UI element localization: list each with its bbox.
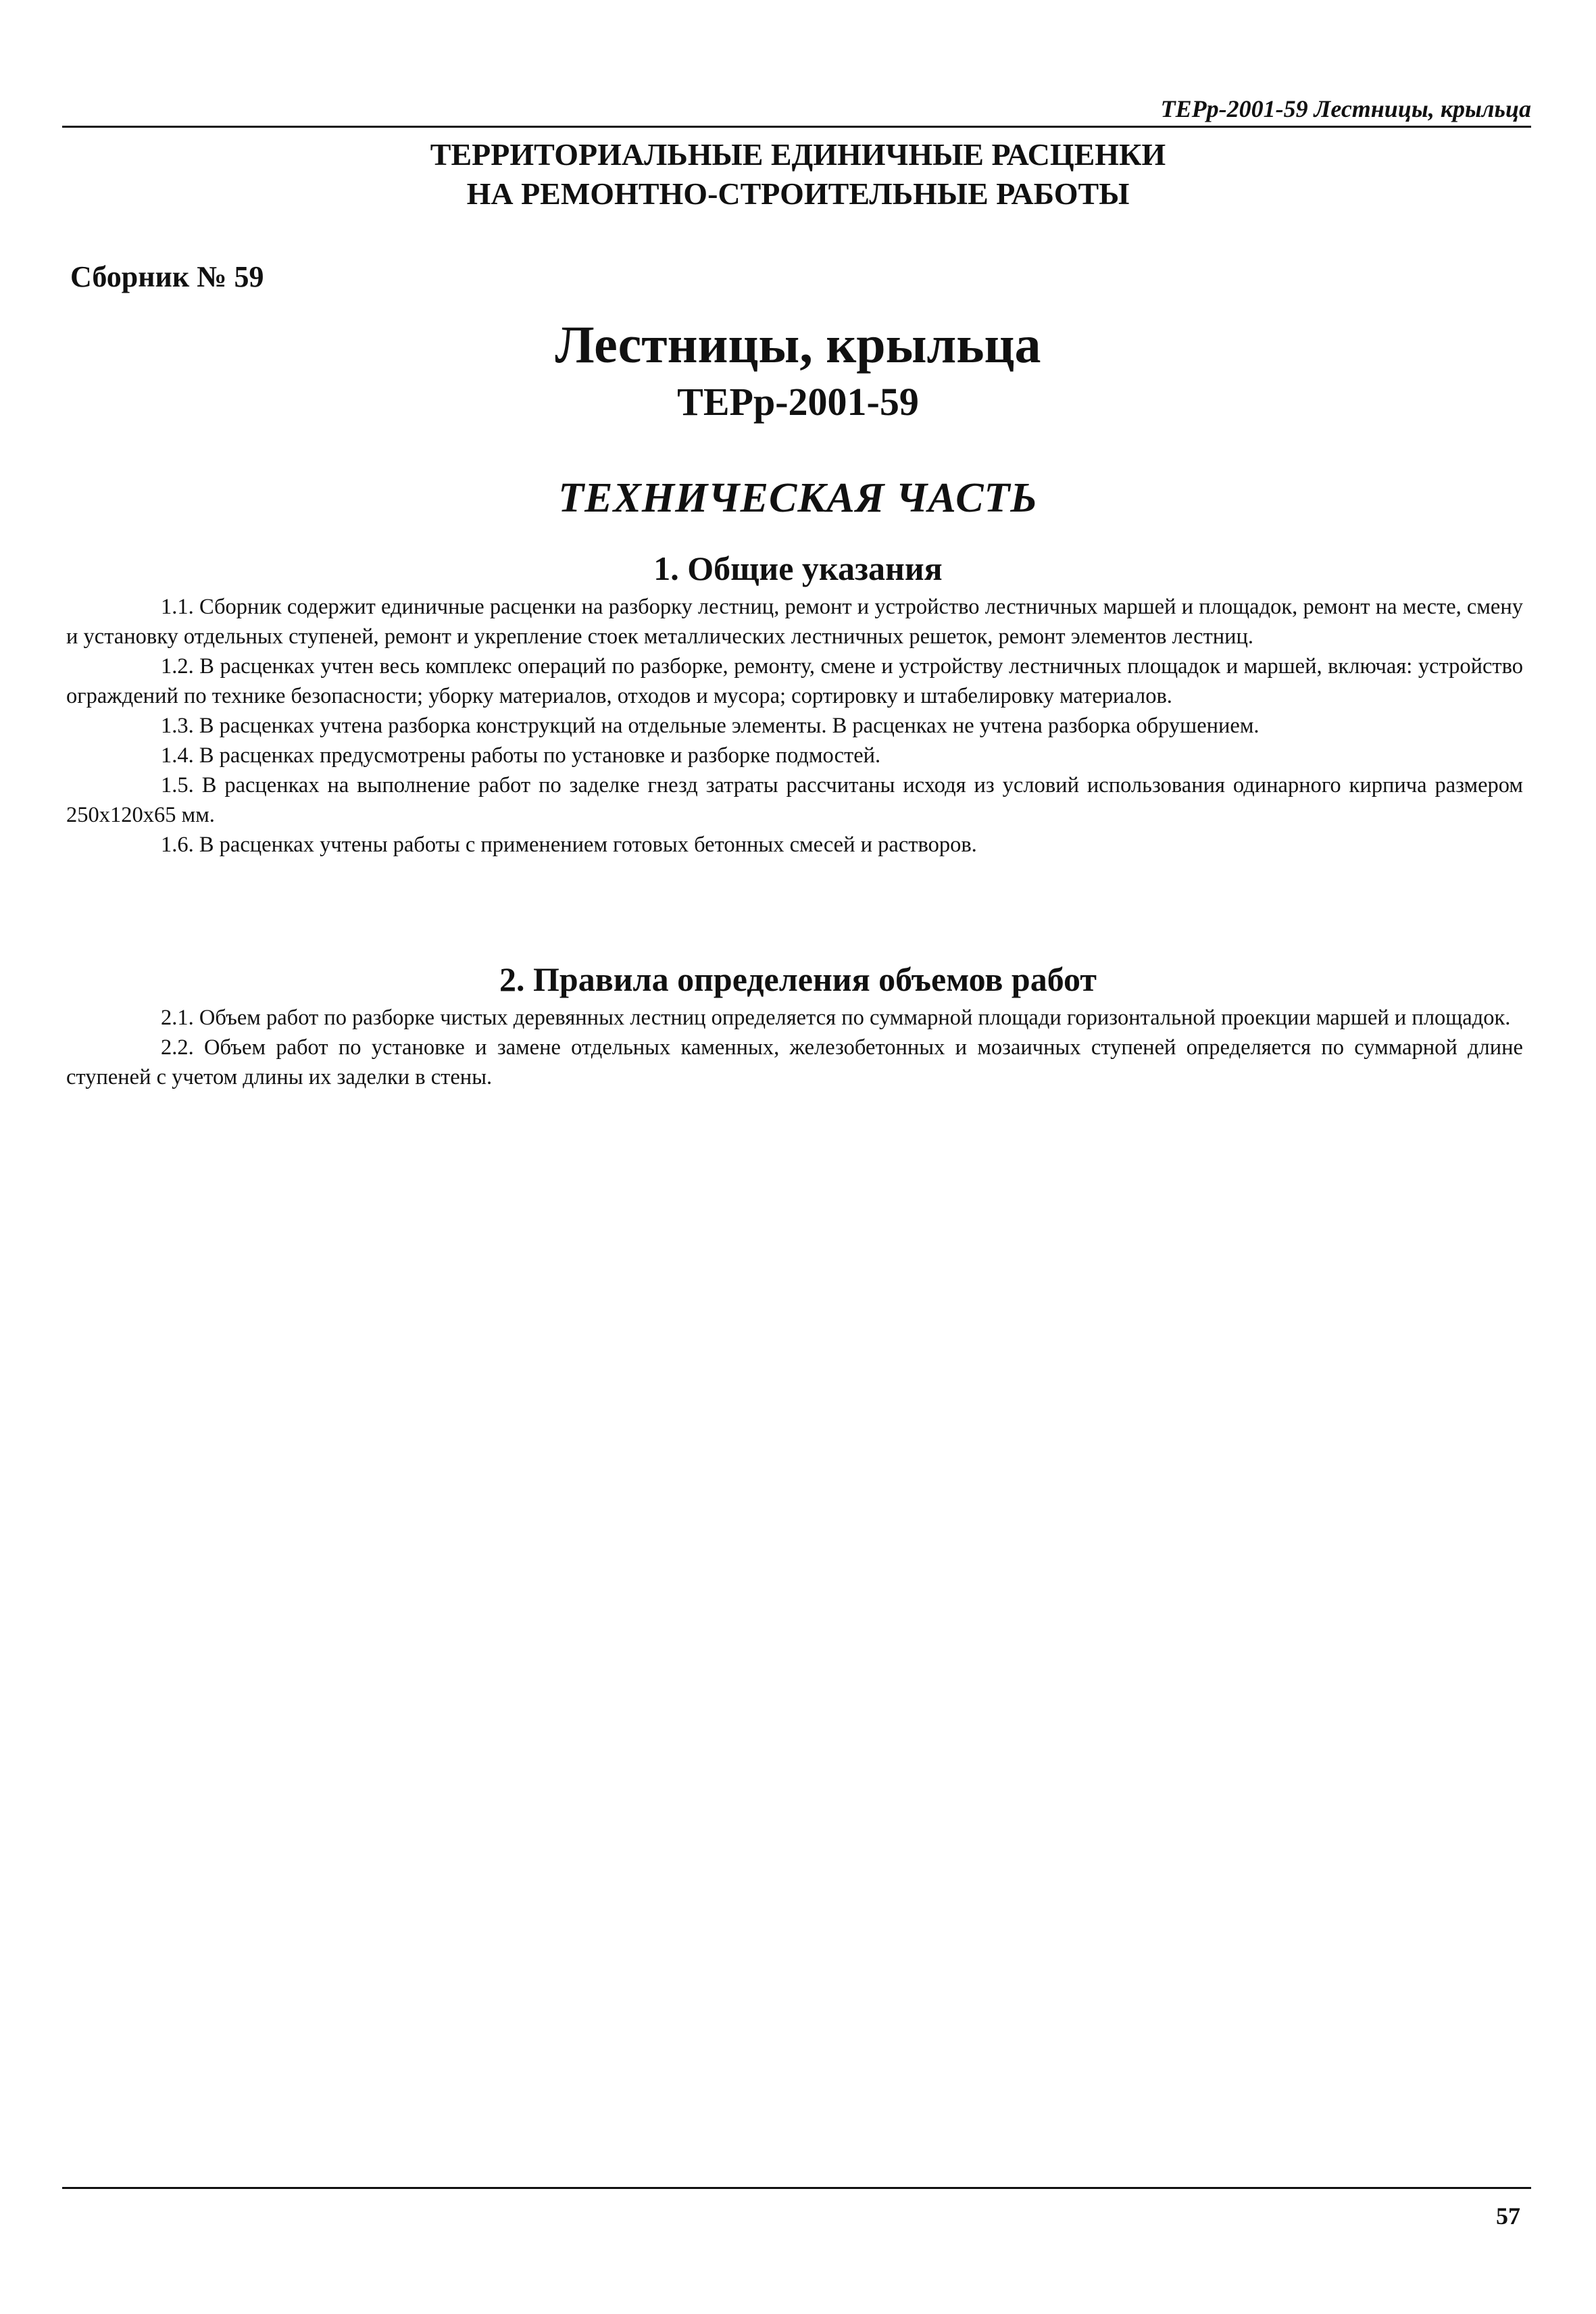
header-rule: [62, 126, 1531, 128]
paragraph-1-4: 1.4. В расценках предусмотрены работы по установке и разборке подмостей.: [161, 743, 881, 768]
page-number: 57: [1496, 2202, 1520, 2230]
running-header: ТЕРр-2001-59 Лестницы, крыльца: [1160, 95, 1531, 122]
document-title: Лестницы, крыльца: [555, 315, 1041, 374]
paragraph-1-3: 1.3. В расценках учтена разборка конструкций на отдельные элементы. В расценках не учтена разборка обрушением.: [161, 714, 1260, 738]
main-title-line-1: ТЕРРИТОРИАЛЬНЫЕ ЕДИНИЧНЫЕ РАСЦЕНКИ: [430, 137, 1166, 172]
paragraph-2-1: 2.1. Объем работ по разборке чистых деревянных лестниц определяется по суммарной площади горизонтальной проекции маршей и площадок.: [161, 1006, 1511, 1030]
paragraph-2-2: 2.2. Объем работ по установке и замене отдельных каменных, железобетонных и мозаичных ступеней определяется по суммарной длине ступеней с учетом длины их заделки в стены.: [66, 1035, 1523, 1089]
paragraph-1-2: 1.2. В расценках учтен весь комплекс операций по разборке, ремонту, смене и устройству лестничных площадок и маршей, включая: устройство ограждений по технике безопасности; уборку материалов, отходов и мусора; сортировку и штабелировку материалов.: [66, 654, 1523, 708]
main-title: [0, 135, 1596, 214]
footer-rule: [62, 2187, 1531, 2189]
section-heading-volume-rules: 2. Правила определения объемов работ: [499, 960, 1097, 998]
section-body-volume-rules: [66, 1003, 1523, 1092]
paragraph-1-5: 1.5. В расценках на выполнение работ по заделке гнезд затраты рассчитаны исходя из условий использования одинарного кирпича размером 250x120x65 мм.: [66, 773, 1523, 827]
document-code: ТЕРр-2001-59: [677, 380, 919, 424]
paragraph-1-6: 1.6. В расценках учтены работы с применением готовых бетонных смесей и растворов.: [161, 833, 977, 857]
technical-part-heading: ТЕХНИЧЕСКАЯ ЧАСТЬ: [558, 475, 1038, 521]
collection-number: Сборник № 59: [70, 260, 264, 293]
section-heading-general: 1. Общие указания: [653, 549, 943, 587]
section-body-general: [66, 592, 1523, 860]
main-title-line-2: НА РЕМОНТНО-СТРОИТЕЛЬНЫЕ РАБОТЫ: [466, 176, 1130, 211]
paragraph-1-1: 1.1. Сборник содержит единичные расценки на разборку лестниц, ремонт и устройство лестничных маршей и площадок, ремонт на месте, смену и установку отдельных ступеней, ремонт и укрепление стоек металлических лестничных решеток, ремонт элементов лестниц.: [66, 595, 1523, 649]
